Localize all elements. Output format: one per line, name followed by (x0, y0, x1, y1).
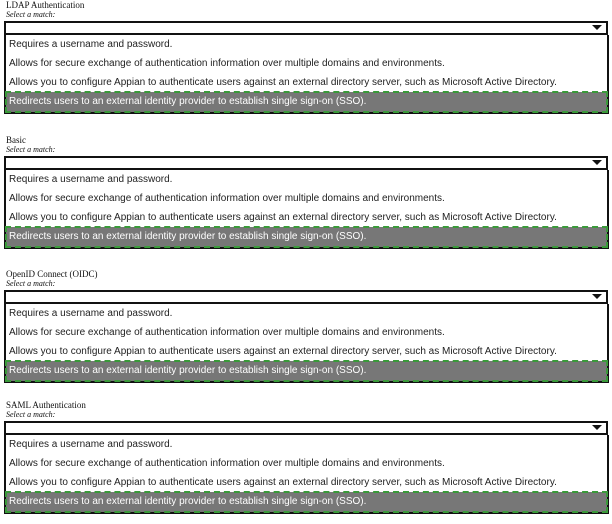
dropdown-option[interactable]: Redirects users to an external identity provider to establish single sign-on (SSO). (6, 227, 607, 247)
chevron-down-icon[interactable] (592, 294, 602, 299)
chevron-down-icon[interactable] (592, 425, 602, 430)
question-title: LDAP Authentication (6, 0, 85, 10)
chevron-down-icon[interactable] (592, 25, 602, 30)
question-title: Basic (6, 135, 26, 145)
dropdown-option[interactable]: Requires a username and password. (9, 174, 173, 185)
dropdown-option[interactable]: Allows for secure exchange of authentication information over multiple domains and environments. (9, 327, 445, 338)
dropdown-options (4, 35, 609, 114)
match-dropdown[interactable] (4, 421, 608, 435)
dropdown-option[interactable]: Redirects users to an external identity provider to establish single sign-on (SSO). (6, 492, 607, 512)
match-dropdown[interactable] (4, 21, 608, 35)
select-prompt: Select a match: (6, 410, 56, 419)
dropdown-options (4, 304, 609, 383)
question-title: OpenID Connect (OIDC) (6, 269, 98, 279)
match-dropdown[interactable] (4, 290, 608, 304)
dropdown-option[interactable]: Allows for secure exchange of authentication information over multiple domains and environments. (9, 458, 445, 469)
dropdown-option[interactable]: Redirects users to an external identity provider to establish single sign-on (SSO). (6, 361, 607, 381)
dropdown-option[interactable]: Requires a username and password. (9, 439, 173, 450)
dropdown-option[interactable]: Redirects users to an external identity provider to establish single sign-on (SSO). (6, 92, 607, 112)
dropdown-option[interactable]: Allows you to configure Appian to authenticate users against an external directory server, such as Microsoft Active Directory. (9, 477, 557, 488)
dropdown-option[interactable]: Allows for secure exchange of authentication information over multiple domains and environments. (9, 193, 445, 204)
select-prompt: Select a match: (6, 10, 56, 19)
dropdown-option[interactable]: Allows you to configure Appian to authenticate users against an external directory server, such as Microsoft Active Directory. (9, 77, 557, 88)
dropdown-option[interactable]: Requires a username and password. (9, 308, 173, 319)
dropdown-option[interactable]: Allows you to configure Appian to authenticate users against an external directory server, such as Microsoft Active Directory. (9, 212, 557, 223)
select-prompt: Select a match: (6, 145, 56, 154)
dropdown-options (4, 170, 609, 249)
dropdown-option[interactable]: Allows you to configure Appian to authenticate users against an external directory server, such as Microsoft Active Directory. (9, 346, 557, 357)
question-title: SAML Authentication (6, 400, 86, 410)
match-dropdown[interactable] (4, 156, 608, 170)
dropdown-option[interactable]: Requires a username and password. (9, 39, 173, 50)
dropdown-option[interactable]: Allows for secure exchange of authentication information over multiple domains and environments. (9, 58, 445, 69)
select-prompt: Select a match: (6, 279, 56, 288)
chevron-down-icon[interactable] (592, 160, 602, 165)
dropdown-options (4, 435, 609, 514)
